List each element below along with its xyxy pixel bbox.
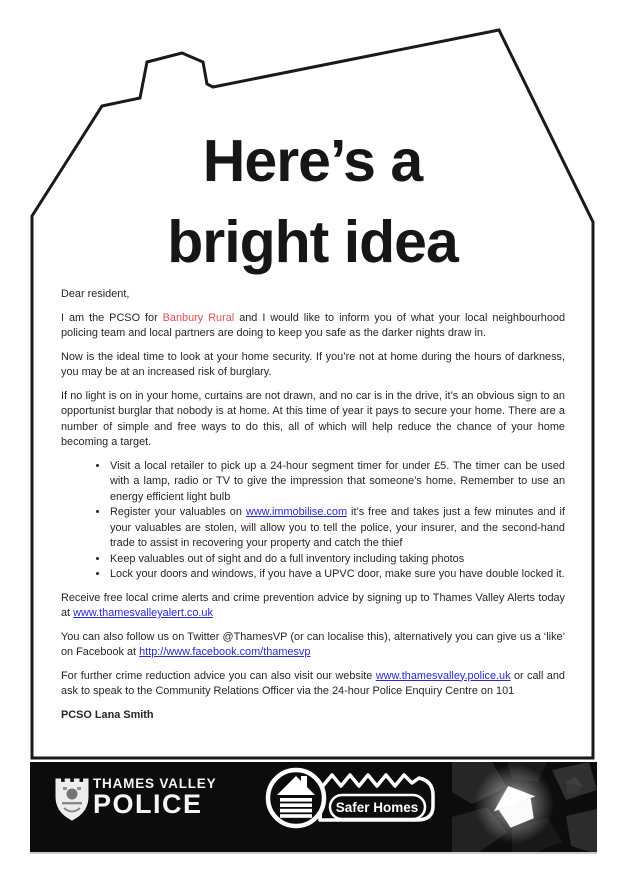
thamesvalleyalert-link[interactable]: www.thamesvalleyalert.co.uk [73, 607, 213, 619]
security-tips-list [61, 459, 565, 583]
police-wordmark [93, 776, 216, 818]
signature: PCSO Lana Smith [61, 708, 154, 721]
social-text: You can also follow us on Twitter @ThamesVP (or can localise this), alternatively you can give us a ‘like’ on Facebook at [61, 630, 565, 658]
facebook-link[interactable]: http://www.facebook.com/thamesvp [139, 646, 311, 658]
list-item-valuables: • Keep valuables out of sight and do a full inventory including taking photos [109, 552, 565, 568]
salutation: Dear resident, [61, 288, 130, 300]
safer-homes-label: Safer Homes [335, 800, 419, 815]
intro-paragraph [61, 311, 565, 342]
further-text-rest: or call and ask to speak to the Community Relations Officer via the 24-hour Police Enquiry Centre on 101 [61, 669, 565, 697]
further-text: For further crime reduction advice you can also visit our website [61, 669, 376, 682]
police-name-top: THAMES VALLEY [93, 776, 217, 791]
letter-body [61, 287, 565, 731]
thamesvalley-police-link[interactable]: www.thamesvalley.police.uk [375, 669, 511, 682]
safer-homes-key-icon [260, 762, 440, 854]
glowing-house-image [452, 762, 597, 854]
alerts-text: Receive free local crime alerts and crime prevention advice by signing up to Thames Valley Alerts today at [61, 591, 565, 619]
intro-text: I am the PCSO for [61, 311, 163, 324]
list-item-lock: • Lock your doors and windows, if you have a UPVC door, make sure you have double locked it. [109, 567, 565, 583]
page-title [32, 121, 593, 283]
area-name-highlight: Banbury Rural [162, 311, 235, 324]
register-text-rest: it’s free and takes just a few minutes and if your valuables are stolen, will allow you to tell the police, your insurer, and the second-hand trade to assist in recovering your property and catch the thief [110, 506, 565, 549]
police-name-bottom: POLICE [93, 789, 203, 819]
register-text: Register your valuables on [110, 506, 246, 518]
list-item-register [109, 505, 565, 552]
immobilise-link[interactable]: www.immobilise.com [245, 506, 348, 518]
title-line-1: Here’s a [202, 128, 423, 194]
footer-bar [30, 762, 597, 854]
no-light-paragraph: If no light is on in your home, curtains are not drawn, and no car is in the drive, it’s an obvious sign to an opportunist burglar that nobody is at home. At this time of year it pays to secure your home. There are a number of simple and free ways to do this, all of which will help reduce the chance of your home becoming a target. [61, 389, 565, 448]
alerts-paragraph [61, 591, 565, 622]
intro-text-rest: and I would like to inform you of what your local neighbourhood policing team and local partners are doing to keep you safe as the darker nights draw in. [61, 311, 565, 339]
police-crest-icon [54, 775, 90, 823]
list-item-timer: • Visit a local retailer to pick up a 24-hour segment timer for under £5. The timer can be used with a lamp, radio or TV to give the impression that someone’s home. Remember to use an energy efficient light bulb [109, 459, 565, 506]
home-security-paragraph: Now is the ideal time to look at your home security. If you’re not at home during the hours of darkness, you may be at an increased risk of burglary. [61, 350, 565, 378]
title-line-2: bright idea [167, 209, 458, 275]
social-paragraph [61, 630, 565, 661]
further-advice-paragraph [61, 669, 565, 700]
